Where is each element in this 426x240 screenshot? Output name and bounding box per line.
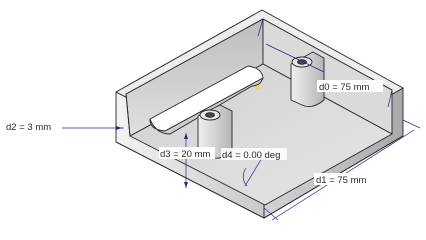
- d1-label-text: d1 = 75 mm: [316, 175, 367, 186]
- box-model[interactable]: [116, 10, 403, 218]
- dimension-label-d3[interactable]: [159, 147, 215, 160]
- front-boss-hole[interactable]: [206, 113, 215, 118]
- dimension-label-d0[interactable]: [317, 80, 383, 93]
- d3-label-text: d3 = 20 mm: [160, 149, 211, 160]
- d2-label-text: d2 = 3 mm: [6, 122, 52, 133]
- dimension-label-d4[interactable]: [221, 148, 287, 161]
- selected-point-marker[interactable]: [256, 86, 260, 90]
- d3-arrow-bottom: [184, 182, 188, 188]
- dimension-label-d1[interactable]: [314, 173, 376, 186]
- d0-label-text: d0 = 75 mm: [319, 82, 370, 93]
- back-boss-hole[interactable]: [298, 60, 307, 65]
- d1-extension-line-1: [403, 120, 420, 128]
- d4-label-text: d4 = 0.00 deg: [222, 150, 281, 161]
- dimension-label-d2[interactable]: [4, 120, 60, 133]
